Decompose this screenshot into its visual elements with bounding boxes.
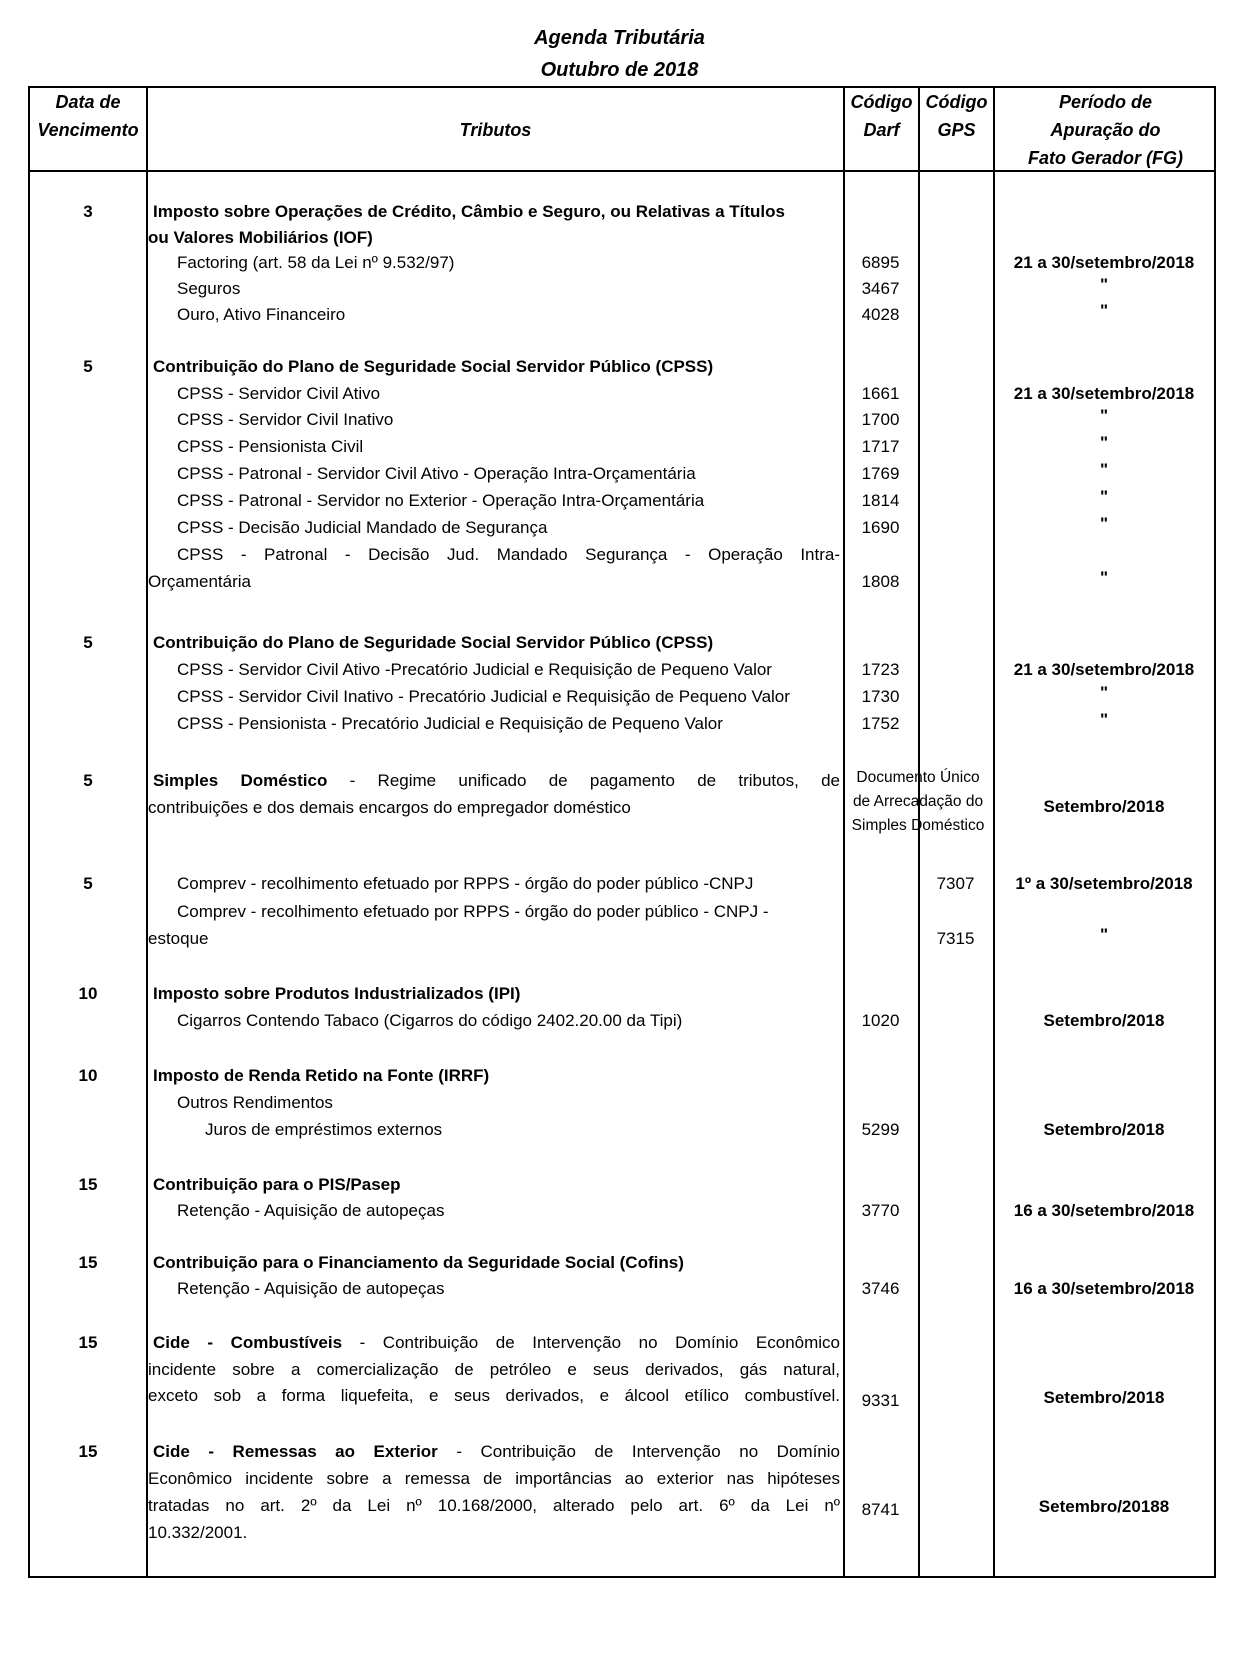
darf-code: 1661 (861, 384, 900, 403)
tax-title: Contribuição para o Financiamento da Seguridade Social (Cofins) (153, 1253, 684, 1272)
tax-item: Comprev - recolhimento efetuado por RPPS - órgão do poder público - CNPJ - (177, 902, 769, 921)
tax-item: Seguros (177, 279, 241, 298)
period: 16 a 30/setembro/2018 (1013, 1279, 1195, 1298)
tax-description: incidente sobre a comercialização de petróleo e seus derivados, gás natural, (148, 1360, 840, 1379)
darf-code: 1752 (861, 714, 900, 733)
darf-code: 1723 (861, 660, 900, 679)
tax-item: CPSS - Patronal - Decisão Jud. Mandado Segurança - Operação Intra- (177, 545, 840, 564)
period-ditto: " (1099, 514, 1109, 533)
tax-item: Comprev - recolhimento efetuado por RPPS - órgão do poder público -CNPJ (177, 874, 754, 893)
period-ditto: " (1099, 433, 1109, 452)
tax-item: Factoring (art. 58 da Lei nº 9.532/97) (177, 253, 455, 272)
due-date: 5 (83, 357, 93, 376)
darf-code: 1814 (861, 491, 900, 510)
tax-subtitle: Outros Rendimentos (177, 1093, 333, 1112)
header-codigo-gps: Código GPS (925, 92, 988, 140)
due-date: 10 (78, 1066, 98, 1085)
tax-item: Ouro, Ativo Financeiro (177, 305, 346, 324)
period-ditto: " (1099, 460, 1109, 479)
darf-code: 3770 (861, 1201, 900, 1220)
darf-code: 9331 (861, 1391, 900, 1410)
period-ditto: " (1099, 683, 1109, 702)
due-date: 15 (78, 1175, 98, 1194)
period: Setembro/2018 (1043, 1011, 1165, 1030)
due-date: 5 (83, 874, 93, 893)
tax-item-continuation: Orçamentária (148, 572, 251, 591)
darf-code: 8741 (861, 1500, 900, 1519)
period: Setembro/20188 (1038, 1497, 1170, 1516)
period: 21 a 30/setembro/2018 (1013, 253, 1195, 272)
tax-description: contribuições e dos demais encargos do empregador doméstico (148, 798, 631, 817)
period-ditto: " (1099, 710, 1109, 729)
period: Setembro/2018 (1043, 1120, 1165, 1139)
due-date: 5 (83, 771, 93, 790)
tax-item: CPSS - Servidor Civil Ativo (177, 384, 381, 403)
darf-code: 1730 (861, 687, 900, 706)
darf-code: 3746 (861, 1279, 900, 1298)
darf-code: 1717 (861, 437, 900, 456)
due-date: 15 (78, 1253, 98, 1272)
tax-title: ou Valores Mobiliários (IOF) (148, 228, 373, 247)
due-date: 3 (83, 202, 93, 221)
tax-title: Simples Doméstico - Regime unificado de pagamento de tributos, de (153, 771, 841, 790)
gps-code: 7307 (936, 874, 975, 893)
column-divider (146, 86, 148, 1578)
darf-code: 4028 (861, 305, 900, 324)
darf-code: 1769 (861, 464, 900, 483)
period-ditto: " (1099, 301, 1109, 320)
period: 21 a 30/setembro/2018 (1013, 384, 1195, 403)
tax-title: Contribuição para o PIS/Pasep (153, 1175, 401, 1194)
tax-item: CPSS - Patronal - Servidor no Exterior - Operação Intra-Orçamentária (177, 491, 705, 510)
tax-title: Contribuição do Plano de Seguridade Social Servidor Público (CPSS) (153, 633, 714, 652)
tax-item: CPSS - Servidor Civil Inativo - Precatório Judicial e Requisição de Pequeno Valor (177, 687, 790, 706)
tax-item-continuation: estoque (148, 929, 209, 948)
simples-code: Documento Único de Arrecadação do Simples Doméstico (851, 769, 985, 834)
tax-title: Imposto sobre Produtos Industrializados (IPI) (153, 984, 521, 1003)
due-date: 15 (78, 1442, 98, 1461)
tax-description: exceto sob a forma liquefeita, e seus derivados, e álcool etílico combustível. (148, 1386, 840, 1405)
darf-code: 1020 (861, 1011, 900, 1030)
header-tributos: Tributos (459, 120, 532, 140)
tax-item: Cigarros Contendo Tabaco (Cigarros do código 2402.20.00 da Tipi) (177, 1011, 683, 1030)
period: 21 a 30/setembro/2018 (1013, 660, 1195, 679)
tax-item: Retenção - Aquisição de autopeças (177, 1279, 445, 1298)
due-date: 10 (78, 984, 98, 1003)
header-codigo-darf: Código Darf (850, 92, 913, 140)
tax-item: CPSS - Servidor Civil Ativo -Precatório Judicial e Requisição de Pequeno Valor (177, 660, 772, 679)
tax-item: Retenção - Aquisição de autopeças (177, 1201, 445, 1220)
tax-title: Cide - Remessas ao Exterior - Contribuição de Intervenção no Domínio (153, 1442, 840, 1461)
gps-code: 7315 (936, 929, 975, 948)
tax-item: CPSS - Pensionista Civil (177, 437, 364, 456)
tax-item: CPSS - Decisão Judicial Mandado de Segurança (177, 518, 548, 537)
darf-code: 1808 (861, 572, 900, 591)
darf-code: 3467 (861, 279, 900, 298)
header-periodo-apuracao: Período de Apuração do Fato Gerador (FG) (1027, 92, 1183, 168)
tax-title: Imposto de Renda Retido na Fonte (IRRF) (153, 1066, 490, 1085)
darf-code: 1700 (861, 410, 900, 429)
period: 1º a 30/setembro/2018 (1015, 874, 1193, 893)
darf-code: 5299 (861, 1120, 900, 1139)
period-ditto: " (1099, 406, 1109, 425)
due-date: 15 (78, 1333, 98, 1352)
period-ditto: " (1099, 925, 1109, 944)
period-ditto: " (1099, 568, 1109, 587)
tax-description: tratadas no art. 2º da Lei nº 10.168/2000, alterado pelo art. 6º da Lei nº (148, 1496, 840, 1515)
period-ditto: " (1099, 487, 1109, 506)
tax-description: 10.332/2001. (148, 1523, 248, 1542)
period: Setembro/2018 (1043, 797, 1165, 816)
period: Setembro/2018 (1043, 1388, 1165, 1407)
due-date: 5 (83, 633, 93, 652)
page-subtitle: Outubro de 2018 (540, 59, 699, 81)
tax-item: CPSS - Pensionista - Precatório Judicial e Requisição de Pequeno Valor (177, 714, 723, 733)
tax-item: CPSS - Patronal - Servidor Civil Ativo - Operação Intra-Orçamentária (177, 464, 696, 483)
tax-title: Imposto sobre Operações de Crédito, Câmbio e Seguro, ou Relativas a Títulos (153, 202, 785, 221)
tax-item: CPSS - Servidor Civil Inativo (177, 410, 394, 429)
tax-title: Contribuição do Plano de Seguridade Social Servidor Público (CPSS) (153, 357, 714, 376)
darf-code: 6895 (861, 253, 900, 272)
darf-code: 1690 (861, 518, 900, 537)
period: 16 a 30/setembro/2018 (1013, 1201, 1195, 1220)
period-ditto: " (1099, 275, 1109, 294)
page-title: Agenda Tributária (534, 27, 705, 49)
tax-description: Econômico incidente sobre a remessa de importâncias ao exterior nas hipóteses (148, 1469, 840, 1488)
tax-item: Juros de empréstimos externos (205, 1120, 443, 1139)
tax-title: Cide - Combustíveis - Contribuição de Intervenção no Domínio Econômico (153, 1333, 841, 1352)
header-data-vencimento: Data de Vencimento (37, 92, 139, 140)
